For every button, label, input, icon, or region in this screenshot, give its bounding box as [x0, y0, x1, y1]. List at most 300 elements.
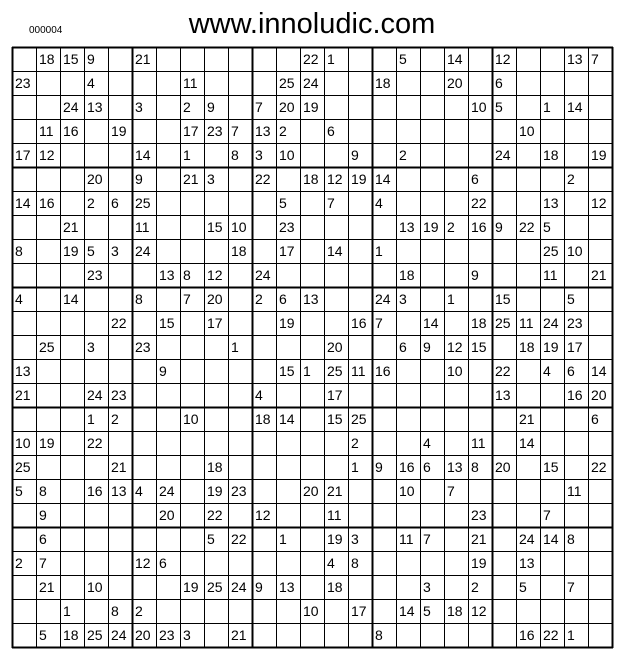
grid-cell[interactable] [108, 551, 132, 575]
grid-cell[interactable]: 10 [399, 483, 415, 499]
grid-cell[interactable] [348, 335, 372, 359]
grid-cell[interactable] [540, 599, 564, 623]
grid-cell[interactable]: 5 [543, 219, 551, 235]
grid-cell[interactable]: 16 [399, 459, 415, 475]
grid-cell[interactable] [276, 431, 300, 455]
grid-cell[interactable]: 1 [375, 243, 383, 259]
grid-cell[interactable] [444, 383, 468, 407]
grid-cell[interactable]: 14 [63, 291, 79, 307]
grid-cell[interactable]: 24 [111, 627, 127, 643]
grid-cell[interactable] [12, 599, 36, 623]
grid-cell[interactable] [444, 95, 468, 119]
grid-cell[interactable] [540, 575, 564, 599]
grid-cell[interactable]: 14 [375, 171, 391, 187]
grid-cell[interactable]: 11 [543, 267, 558, 283]
grid-cell[interactable] [60, 191, 84, 215]
grid-cell[interactable] [252, 239, 276, 263]
grid-cell[interactable] [348, 47, 372, 71]
grid-cell[interactable] [492, 167, 516, 191]
grid-cell[interactable]: 17 [351, 603, 367, 619]
grid-cell[interactable] [228, 383, 252, 407]
grid-cell[interactable] [588, 575, 612, 599]
grid-cell[interactable]: 6 [591, 411, 599, 427]
grid-cell[interactable] [492, 551, 516, 575]
grid-cell[interactable] [180, 455, 204, 479]
grid-cell[interactable] [12, 95, 36, 119]
grid-cell[interactable]: 13 [15, 363, 31, 379]
grid-cell[interactable] [36, 287, 60, 311]
grid-cell[interactable]: 21 [519, 411, 535, 427]
grid-cell[interactable]: 2 [15, 555, 23, 571]
grid-cell[interactable] [228, 311, 252, 335]
grid-cell[interactable] [300, 119, 324, 143]
grid-cell[interactable]: 19 [327, 531, 343, 547]
grid-cell[interactable]: 1 [63, 603, 71, 619]
grid-cell[interactable]: 4 [423, 435, 431, 451]
grid-cell[interactable] [420, 191, 444, 215]
grid-cell[interactable] [564, 263, 588, 287]
grid-cell[interactable] [204, 239, 228, 263]
grid-cell[interactable] [108, 431, 132, 455]
grid-cell[interactable] [540, 287, 564, 311]
grid-cell[interactable] [228, 167, 252, 191]
grid-cell[interactable] [276, 263, 300, 287]
grid-cell[interactable]: 20 [327, 339, 343, 355]
grid-cell[interactable]: 2 [567, 171, 575, 187]
grid-cell[interactable]: 24 [159, 483, 175, 499]
grid-cell[interactable]: 20 [447, 75, 463, 91]
grid-cell[interactable]: 14 [447, 51, 463, 67]
grid-cell[interactable] [84, 527, 108, 551]
grid-cell[interactable] [156, 95, 180, 119]
grid-cell[interactable] [132, 407, 156, 431]
grid-cell[interactable]: 4 [87, 75, 95, 91]
grid-cell[interactable]: 6 [495, 75, 503, 91]
grid-cell[interactable]: 14 [279, 411, 295, 427]
grid-cell[interactable]: 19 [63, 243, 79, 259]
grid-cell[interactable]: 15 [327, 411, 343, 427]
grid-cell[interactable]: 13 [303, 291, 319, 307]
grid-cell[interactable] [228, 263, 252, 287]
grid-cell[interactable]: 13 [543, 195, 559, 211]
grid-cell[interactable] [564, 599, 588, 623]
grid-cell[interactable]: 6 [423, 459, 431, 475]
grid-cell[interactable]: 8 [39, 483, 47, 499]
grid-cell[interactable] [516, 143, 540, 167]
grid-cell[interactable] [300, 503, 324, 527]
grid-cell[interactable] [132, 71, 156, 95]
grid-cell[interactable]: 25 [15, 459, 31, 475]
grid-cell[interactable] [132, 311, 156, 335]
grid-cell[interactable] [60, 527, 84, 551]
grid-cell[interactable] [540, 383, 564, 407]
grid-cell[interactable]: 25 [543, 243, 559, 259]
grid-cell[interactable]: 12 [135, 555, 151, 571]
grid-cell[interactable]: 22 [495, 363, 511, 379]
grid-cell[interactable]: 4 [375, 195, 383, 211]
grid-cell[interactable] [540, 167, 564, 191]
grid-cell[interactable] [276, 599, 300, 623]
grid-cell[interactable]: 24 [231, 579, 247, 595]
grid-cell[interactable]: 21 [63, 219, 79, 235]
grid-cell[interactable] [84, 287, 108, 311]
grid-cell[interactable] [300, 311, 324, 335]
grid-cell[interactable] [444, 239, 468, 263]
grid-cell[interactable] [324, 287, 348, 311]
grid-cell[interactable]: 15 [63, 51, 79, 67]
grid-cell[interactable] [180, 359, 204, 383]
grid-cell[interactable] [516, 599, 540, 623]
grid-cell[interactable] [204, 143, 228, 167]
grid-cell[interactable]: 19 [423, 219, 439, 235]
grid-cell[interactable] [420, 167, 444, 191]
grid-cell[interactable]: 9 [135, 171, 143, 187]
grid-cell[interactable] [372, 263, 396, 287]
grid-cell[interactable]: 24 [519, 531, 535, 547]
grid-cell[interactable] [132, 575, 156, 599]
grid-cell[interactable]: 2 [279, 123, 287, 139]
grid-cell[interactable]: 22 [303, 51, 319, 67]
grid-cell[interactable]: 16 [63, 123, 79, 139]
grid-cell[interactable]: 23 [279, 219, 295, 235]
grid-cell[interactable] [564, 407, 588, 431]
grid-cell[interactable]: 3 [111, 243, 119, 259]
grid-cell[interactable] [540, 479, 564, 503]
grid-cell[interactable] [252, 47, 276, 71]
grid-cell[interactable]: 25 [135, 195, 151, 211]
grid-cell[interactable] [372, 575, 396, 599]
grid-cell[interactable] [84, 503, 108, 527]
grid-cell[interactable]: 1 [327, 51, 335, 67]
grid-cell[interactable] [60, 143, 84, 167]
grid-cell[interactable] [468, 407, 492, 431]
grid-cell[interactable] [108, 359, 132, 383]
grid-cell[interactable] [36, 407, 60, 431]
grid-cell[interactable] [300, 527, 324, 551]
grid-cell[interactable] [588, 167, 612, 191]
grid-cell[interactable]: 21 [39, 579, 55, 595]
grid-cell[interactable]: 7 [447, 483, 455, 499]
grid-cell[interactable] [180, 383, 204, 407]
grid-cell[interactable]: 11 [519, 315, 534, 331]
grid-cell[interactable] [108, 71, 132, 95]
grid-cell[interactable] [108, 95, 132, 119]
grid-cell[interactable]: 5 [399, 51, 407, 67]
grid-cell[interactable] [516, 383, 540, 407]
grid-cell[interactable] [108, 287, 132, 311]
grid-cell[interactable]: 7 [327, 195, 335, 211]
grid-cell[interactable]: 15 [543, 459, 559, 475]
grid-cell[interactable] [396, 623, 420, 647]
grid-cell[interactable] [60, 383, 84, 407]
grid-cell[interactable] [228, 95, 252, 119]
grid-cell[interactable]: 2 [471, 579, 479, 595]
grid-cell[interactable] [540, 431, 564, 455]
grid-cell[interactable]: 13 [447, 459, 463, 475]
grid-cell[interactable]: 8 [15, 243, 23, 259]
grid-cell[interactable]: 9 [87, 51, 95, 67]
grid-cell[interactable]: 5 [567, 291, 575, 307]
grid-cell[interactable]: 21 [591, 267, 607, 283]
grid-cell[interactable] [444, 191, 468, 215]
grid-cell[interactable] [324, 143, 348, 167]
grid-cell[interactable] [108, 143, 132, 167]
grid-cell[interactable] [156, 167, 180, 191]
grid-cell[interactable]: 22 [87, 435, 103, 451]
grid-cell[interactable] [444, 575, 468, 599]
grid-cell[interactable] [204, 383, 228, 407]
grid-cell[interactable] [36, 383, 60, 407]
grid-cell[interactable] [180, 527, 204, 551]
grid-cell[interactable]: 3 [399, 291, 407, 307]
grid-cell[interactable] [60, 311, 84, 335]
grid-cell[interactable] [156, 335, 180, 359]
grid-cell[interactable] [516, 239, 540, 263]
grid-cell[interactable]: 14 [591, 363, 607, 379]
grid-cell[interactable]: 7 [39, 555, 47, 571]
grid-cell[interactable]: 18 [207, 459, 223, 475]
grid-cell[interactable] [60, 359, 84, 383]
grid-cell[interactable] [588, 311, 612, 335]
grid-cell[interactable] [396, 71, 420, 95]
grid-cell[interactable] [420, 119, 444, 143]
grid-cell[interactable]: 4 [327, 555, 335, 571]
grid-cell[interactable] [324, 599, 348, 623]
grid-cell[interactable] [444, 623, 468, 647]
grid-cell[interactable] [492, 479, 516, 503]
grid-cell[interactable] [60, 455, 84, 479]
grid-cell[interactable]: 22 [471, 195, 487, 211]
grid-cell[interactable] [228, 47, 252, 71]
grid-cell[interactable] [372, 383, 396, 407]
grid-cell[interactable]: 11 [351, 363, 366, 379]
grid-cell[interactable]: 18 [471, 315, 487, 331]
grid-cell[interactable] [444, 167, 468, 191]
grid-cell[interactable]: 14 [327, 243, 343, 259]
grid-cell[interactable]: 20 [87, 171, 103, 187]
grid-cell[interactable] [132, 119, 156, 143]
grid-cell[interactable] [348, 191, 372, 215]
grid-cell[interactable] [372, 599, 396, 623]
grid-cell[interactable]: 18 [543, 147, 559, 163]
grid-cell[interactable] [324, 623, 348, 647]
grid-cell[interactable] [420, 503, 444, 527]
grid-cell[interactable]: 16 [375, 363, 391, 379]
grid-cell[interactable]: 6 [39, 531, 47, 547]
grid-cell[interactable] [444, 527, 468, 551]
grid-cell[interactable] [252, 479, 276, 503]
grid-cell[interactable] [204, 47, 228, 71]
grid-cell[interactable] [444, 551, 468, 575]
grid-cell[interactable] [108, 215, 132, 239]
grid-cell[interactable]: 18 [399, 267, 415, 283]
grid-cell[interactable] [516, 287, 540, 311]
grid-cell[interactable] [492, 575, 516, 599]
grid-cell[interactable]: 10 [231, 219, 247, 235]
grid-cell[interactable] [228, 359, 252, 383]
grid-cell[interactable] [444, 407, 468, 431]
grid-cell[interactable] [12, 527, 36, 551]
grid-cell[interactable]: 12 [207, 267, 223, 283]
grid-cell[interactable]: 25 [351, 411, 367, 427]
grid-cell[interactable]: 4 [255, 387, 263, 403]
grid-cell[interactable]: 23 [207, 123, 223, 139]
grid-cell[interactable] [492, 407, 516, 431]
grid-cell[interactable] [444, 431, 468, 455]
grid-cell[interactable] [156, 599, 180, 623]
grid-cell[interactable] [444, 119, 468, 143]
grid-cell[interactable] [300, 455, 324, 479]
grid-cell[interactable] [252, 455, 276, 479]
grid-cell[interactable] [516, 455, 540, 479]
grid-cell[interactable]: 10 [447, 363, 463, 379]
grid-cell[interactable] [300, 383, 324, 407]
grid-cell[interactable] [468, 359, 492, 383]
grid-cell[interactable]: 11 [399, 531, 414, 547]
grid-cell[interactable] [396, 311, 420, 335]
grid-cell[interactable] [396, 407, 420, 431]
grid-cell[interactable] [12, 311, 36, 335]
grid-cell[interactable]: 22 [543, 627, 559, 643]
grid-cell[interactable]: 2 [183, 99, 191, 115]
grid-cell[interactable]: 12 [327, 171, 343, 187]
grid-cell[interactable] [156, 407, 180, 431]
grid-cell[interactable] [156, 287, 180, 311]
grid-cell[interactable] [156, 143, 180, 167]
grid-cell[interactable]: 4 [135, 483, 143, 499]
grid-cell[interactable] [60, 479, 84, 503]
grid-cell[interactable] [324, 431, 348, 455]
grid-cell[interactable]: 12 [447, 339, 463, 355]
grid-cell[interactable]: 10 [87, 579, 103, 595]
grid-cell[interactable]: 12 [255, 507, 271, 523]
grid-cell[interactable]: 14 [567, 99, 583, 115]
grid-cell[interactable]: 24 [63, 99, 79, 115]
grid-cell[interactable]: 23 [87, 267, 103, 283]
grid-cell[interactable]: 22 [207, 507, 223, 523]
grid-cell[interactable] [156, 71, 180, 95]
grid-cell[interactable] [588, 599, 612, 623]
grid-cell[interactable]: 9 [375, 459, 383, 475]
grid-cell[interactable] [300, 239, 324, 263]
grid-cell[interactable] [180, 311, 204, 335]
grid-cell[interactable]: 21 [471, 531, 487, 547]
grid-cell[interactable]: 20 [207, 291, 223, 307]
grid-cell[interactable] [84, 143, 108, 167]
grid-cell[interactable] [204, 623, 228, 647]
grid-cell[interactable]: 11 [567, 483, 582, 499]
grid-cell[interactable]: 7 [231, 123, 239, 139]
grid-cell[interactable]: 6 [111, 195, 119, 211]
grid-cell[interactable] [420, 143, 444, 167]
grid-cell[interactable] [588, 527, 612, 551]
grid-cell[interactable] [516, 191, 540, 215]
grid-cell[interactable]: 13 [495, 387, 511, 403]
grid-cell[interactable]: 14 [135, 147, 151, 163]
grid-cell[interactable]: 11 [135, 219, 150, 235]
grid-cell[interactable] [516, 47, 540, 71]
grid-cell[interactable] [348, 383, 372, 407]
grid-cell[interactable] [444, 503, 468, 527]
grid-cell[interactable] [204, 71, 228, 95]
grid-cell[interactable]: 3 [255, 147, 263, 163]
grid-cell[interactable] [36, 311, 60, 335]
grid-cell[interactable]: 1 [543, 99, 551, 115]
grid-cell[interactable] [108, 167, 132, 191]
grid-cell[interactable]: 12 [39, 147, 55, 163]
grid-cell[interactable] [180, 215, 204, 239]
grid-cell[interactable] [516, 479, 540, 503]
grid-cell[interactable]: 22 [255, 171, 271, 187]
grid-cell[interactable] [420, 287, 444, 311]
grid-cell[interactable]: 3 [351, 531, 359, 547]
grid-cell[interactable]: 22 [519, 219, 535, 235]
grid-cell[interactable] [180, 479, 204, 503]
grid-cell[interactable] [420, 71, 444, 95]
grid-cell[interactable]: 8 [351, 555, 359, 571]
grid-cell[interactable] [252, 71, 276, 95]
grid-cell[interactable] [372, 431, 396, 455]
grid-cell[interactable] [300, 575, 324, 599]
grid-cell[interactable] [108, 527, 132, 551]
grid-cell[interactable] [420, 551, 444, 575]
grid-cell[interactable] [564, 455, 588, 479]
grid-cell[interactable] [228, 287, 252, 311]
grid-cell[interactable] [564, 215, 588, 239]
grid-cell[interactable]: 12 [471, 603, 487, 619]
grid-cell[interactable] [276, 47, 300, 71]
grid-cell[interactable]: 3 [183, 627, 191, 643]
grid-cell[interactable]: 7 [255, 99, 263, 115]
grid-cell[interactable]: 16 [39, 195, 55, 211]
grid-cell[interactable] [84, 599, 108, 623]
grid-cell[interactable] [468, 47, 492, 71]
grid-cell[interactable] [324, 263, 348, 287]
grid-cell[interactable]: 2 [255, 291, 263, 307]
grid-cell[interactable] [564, 191, 588, 215]
grid-cell[interactable] [36, 359, 60, 383]
grid-cell[interactable]: 14 [399, 603, 415, 619]
grid-cell[interactable]: 10 [279, 147, 295, 163]
grid-cell[interactable] [492, 623, 516, 647]
grid-cell[interactable] [516, 503, 540, 527]
grid-cell[interactable] [396, 503, 420, 527]
grid-cell[interactable] [420, 623, 444, 647]
grid-cell[interactable]: 24 [495, 147, 511, 163]
grid-cell[interactable] [36, 239, 60, 263]
grid-cell[interactable] [84, 119, 108, 143]
grid-cell[interactable] [276, 335, 300, 359]
grid-cell[interactable] [468, 479, 492, 503]
grid-cell[interactable] [276, 479, 300, 503]
grid-cell[interactable] [372, 479, 396, 503]
grid-cell[interactable]: 24 [135, 243, 151, 259]
grid-cell[interactable] [60, 407, 84, 431]
grid-cell[interactable]: 20 [591, 387, 607, 403]
grid-cell[interactable] [12, 167, 36, 191]
grid-cell[interactable] [396, 551, 420, 575]
grid-cell[interactable] [300, 215, 324, 239]
grid-cell[interactable]: 9 [39, 507, 47, 523]
grid-cell[interactable]: 21 [135, 51, 151, 67]
grid-cell[interactable] [372, 47, 396, 71]
grid-cell[interactable]: 19 [39, 435, 55, 451]
grid-cell[interactable] [324, 215, 348, 239]
grid-cell[interactable] [372, 119, 396, 143]
grid-cell[interactable] [300, 191, 324, 215]
grid-cell[interactable] [252, 431, 276, 455]
grid-cell[interactable] [300, 263, 324, 287]
